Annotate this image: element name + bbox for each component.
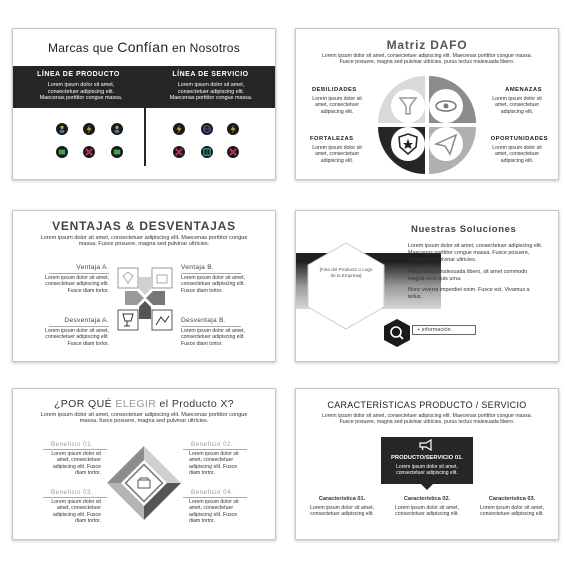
product-box-text: Lorem ipsum dolor sit amet, consectetuer adipiscing elit. bbox=[396, 464, 458, 477]
beneficio-02-line bbox=[183, 449, 247, 450]
arrows-graphic bbox=[117, 267, 173, 331]
gift-icon bbox=[152, 268, 172, 288]
beneficio-03-line bbox=[43, 497, 107, 498]
image-icon bbox=[152, 310, 172, 330]
beneficio-01-line bbox=[43, 449, 107, 450]
beneficio-04-text: Lorem ipsum dolor sit amet, consectetuer adipiscing elit. Fusce diam tortor. bbox=[189, 499, 239, 525]
slide2-title: Matriz DAFO bbox=[386, 38, 468, 52]
ventaja-b-heading: Ventaja B. bbox=[181, 264, 215, 271]
ventaja-a-text: Lorem ipsum dolor sit amet, consectetuer adipiscing elit. Fusce diam tortor. bbox=[45, 275, 110, 294]
slide4-p1: Lorem ipsum dolor sit amet, consectetuer adipiscing elit. Maecenas porttitor congue massa. Fusce posuere, magna sed pulvinar ultricies. bbox=[408, 243, 543, 263]
desventaja-b-line bbox=[181, 326, 241, 327]
send-icon bbox=[429, 127, 463, 161]
slide-ventajas[interactable] bbox=[12, 210, 276, 362]
slide6-intro: Lorem ipsum dolor sit amet, consectetuer adipiscing elit. Maecenas porttitor congue massa. Fusce posuere, magna sed pulvinar ultricies, purus lectus malesuada libero. bbox=[321, 413, 533, 426]
bolt-icon bbox=[83, 123, 95, 135]
amenazas-heading: AMENAZAS bbox=[505, 87, 542, 93]
slide1-title: Marcas que Confían en Nosotros bbox=[47, 39, 241, 55]
cube-icon bbox=[111, 146, 123, 158]
info-button[interactable]: + información bbox=[412, 325, 476, 335]
ventaja-a-heading: Ventaja A. bbox=[76, 264, 109, 271]
trophy-icon bbox=[118, 310, 138, 330]
slide4-title: Nuestras Soluciones bbox=[411, 224, 517, 235]
col1-title: LÍNEA DE PRODUCTO bbox=[37, 71, 120, 78]
fortalezas-text: Lorem ipsum dolor sit amet, consectetuer adipiscing elit. bbox=[312, 145, 362, 164]
slide3-intro: Lorem ipsum dolor sit amet, consectetuer adipiscing elit. Maecenas porttitor congue massa. Fusce posuere, magna sed pulvinar ultricies. bbox=[40, 235, 248, 248]
cube-icon bbox=[56, 146, 68, 158]
ventaja-a-line bbox=[49, 273, 109, 274]
cycle-arrows-graphic bbox=[105, 444, 183, 522]
megaphone-icon bbox=[418, 439, 434, 451]
slide6-title: CARACTERÍSTICAS PRODUCTO / SERVICIO bbox=[327, 400, 527, 410]
person-icon bbox=[111, 123, 123, 135]
cross-icon bbox=[173, 146, 185, 158]
beneficio-01-text: Lorem ipsum dolor sit amet, consectetuer adipiscing elit. Fusce diam tortor. bbox=[51, 451, 101, 477]
beneficio-03-heading: Beneficio 03. bbox=[51, 489, 94, 496]
search-icon[interactable] bbox=[383, 318, 411, 348]
caracteristica-03-heading: Característica 03. bbox=[488, 496, 536, 502]
oportunidades-heading: OPORTUNIDADES bbox=[490, 136, 548, 142]
desventaja-b-text: Lorem ipsum dolor sit amet, consectetuer adipiscing elit. Fusce diam tortor. bbox=[181, 328, 246, 347]
debilidades-text: Lorem ipsum dolor sit amet, consectetuer adipiscing elit. bbox=[312, 96, 362, 115]
slide-dafo[interactable] bbox=[295, 28, 559, 180]
photo-placeholder-hexagon[interactable] bbox=[306, 241, 386, 331]
desventaja-a-text: Lorem ipsum dolor sit amet, consectetuer adipiscing elit. Fusce diam tortor. bbox=[45, 328, 110, 347]
slide-marcas[interactable] bbox=[12, 28, 276, 180]
caracteristica-02-text: Lorem ipsum dolor sit amet, consectetuer adipiscing elit. bbox=[395, 505, 460, 518]
caracteristica-01-heading: Característica 01. bbox=[318, 496, 366, 502]
slide-soluciones[interactable] bbox=[295, 210, 559, 362]
beneficio-04-heading: Beneficio 04. bbox=[191, 489, 234, 496]
slide4-p2: Purus lectus malesuada libero, sit amet commodo magna eros quis urna. bbox=[408, 269, 528, 282]
slide-caracteristicas[interactable] bbox=[295, 388, 559, 540]
beneficio-02-heading: Beneficio 02. bbox=[191, 441, 234, 448]
slide2-intro: Lorem ipsum dolor sit amet, consectetuer adipiscing elit. Maecenas porttitor congue massa. Fusce posuere, magna sed pulvinar ultricies, purus lectus malesuada libero. bbox=[321, 53, 533, 66]
slide-por-que[interactable] bbox=[12, 388, 276, 540]
box-pointer bbox=[420, 483, 434, 491]
col2-title: LÍNEA DE SERVICIO bbox=[172, 71, 249, 78]
product-box-title: PRODUCTO/SERVICIO 01. bbox=[391, 455, 463, 461]
desventaja-b-heading: Desventaja B. bbox=[181, 317, 226, 324]
desventaja-a-line bbox=[49, 326, 109, 327]
caracteristica-02-heading: Característica 02. bbox=[403, 496, 451, 502]
ventaja-b-text: Lorem ipsum dolor sit amet, consectetuer adipiscing elit. Fusce diam tortor. bbox=[181, 275, 246, 294]
slide4-p3: Nunc viverra imperdiet enim. Fusce est. Vivamus a tellus. bbox=[408, 287, 530, 300]
grid-icon bbox=[201, 146, 213, 158]
caracteristica-03-text: Lorem ipsum dolor sit amet, consectetuer adipiscing elit. bbox=[480, 505, 545, 518]
col1-text: Lorem ipsum dolor sit amet, consectetuer adipiscing elit. Maecenas porttitor congue massa. bbox=[39, 82, 123, 102]
beneficio-03-text: Lorem ipsum dolor sit amet, consectetuer adipiscing elit. Fusce diam tortor. bbox=[51, 499, 101, 525]
person-icon bbox=[56, 123, 68, 135]
oportunidades-text: Lorem ipsum dolor sit amet, consectetuer adipiscing elit. bbox=[492, 145, 542, 164]
ventaja-b-line bbox=[181, 273, 241, 274]
desventaja-a-heading: Desventaja A. bbox=[64, 317, 109, 324]
caracteristica-01-text: Lorem ipsum dolor sit amet, consectetuer adipiscing elit. bbox=[310, 505, 375, 518]
globe-icon bbox=[201, 123, 213, 135]
column-divider bbox=[144, 66, 146, 166]
dafo-quadrant-graphic bbox=[378, 76, 476, 174]
debilidades-heading: DEBILIDADES bbox=[312, 87, 357, 93]
photo-placeholder-text: [Foto del Producto o Logo de la Empresa] bbox=[319, 267, 373, 278]
col2-text: Lorem ipsum dolor sit amet, consectetuer adipiscing elit. Maecenas porttitor congue massa. bbox=[169, 82, 253, 102]
beneficio-02-text: Lorem ipsum dolor sit amet, consectetuer adipiscing elit. Fusce diam tortor. bbox=[189, 451, 239, 477]
bolt-icon bbox=[227, 123, 239, 135]
bolt-icon bbox=[173, 123, 185, 135]
beneficio-01-heading: Beneficio 01. bbox=[51, 441, 94, 448]
amenazas-text: Lorem ipsum dolor sit amet, consectetuer adipiscing elit. bbox=[492, 96, 542, 115]
slide3-title: VENTAJAS & DESVENTAJAS bbox=[52, 219, 236, 233]
diamond-icon bbox=[118, 268, 138, 288]
slide5-intro: Lorem ipsum dolor sit amet, consectetuer adipiscing elit. Maecenas porttitor congue massa, fusce posuere, magna sed pulvinar ultricies. bbox=[40, 412, 248, 425]
beneficio-04-line bbox=[183, 497, 247, 498]
cross-icon bbox=[227, 146, 239, 158]
filter-icon bbox=[391, 89, 425, 123]
cross-icon bbox=[83, 146, 95, 158]
fortalezas-heading: FORTALEZAS bbox=[310, 136, 354, 142]
slide5-title: ¿POR QUÉ ELEGIR el Producto X? bbox=[53, 398, 235, 410]
